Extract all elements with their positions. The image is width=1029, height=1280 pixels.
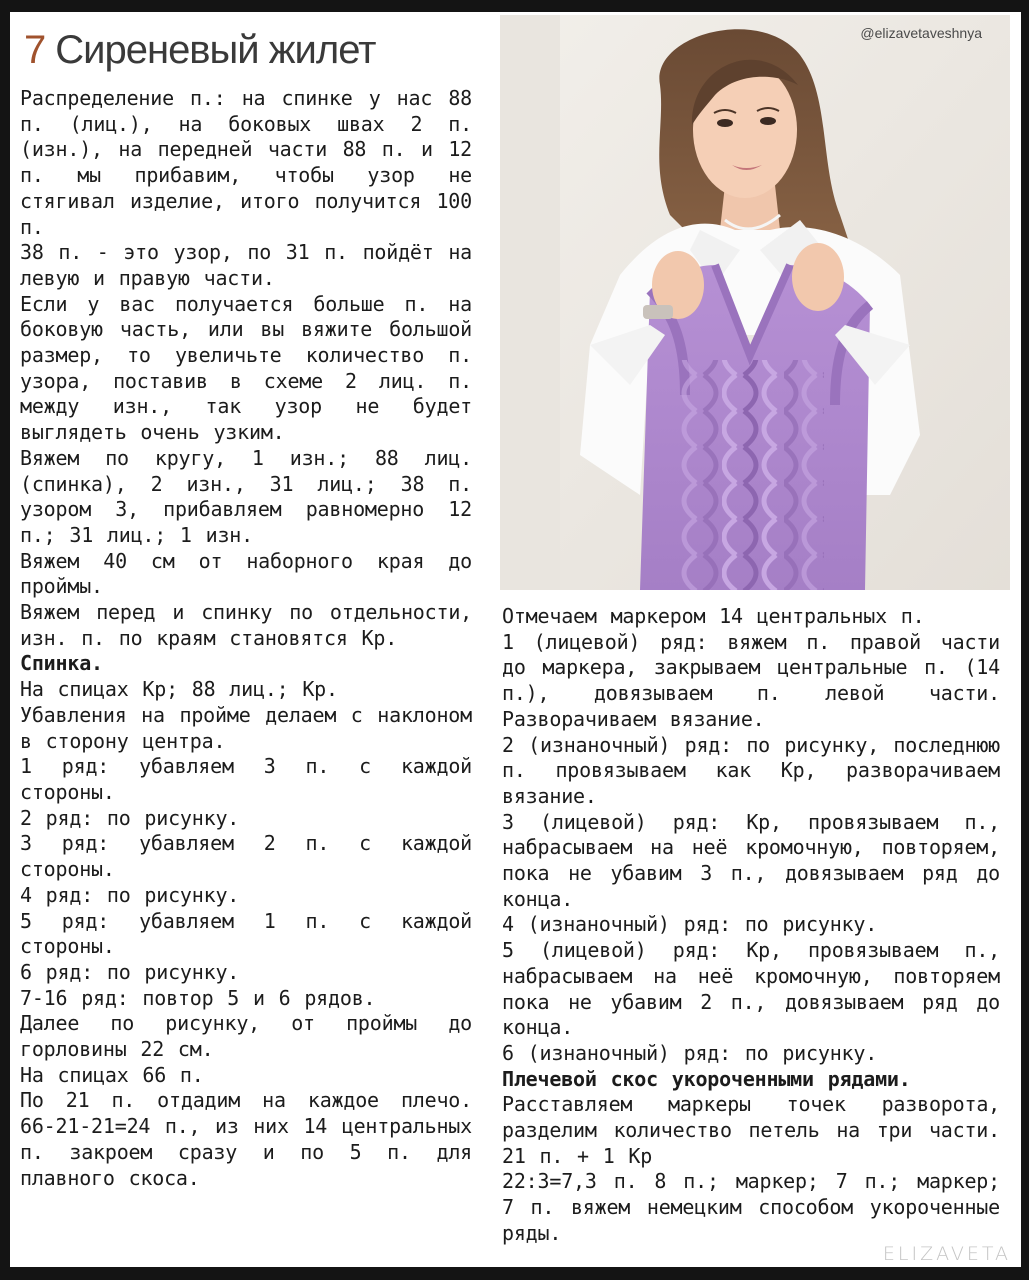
instruction-paragraph: 6 ряд: по рисунку. bbox=[20, 959, 240, 984]
instruction-paragraph-heading: Плечевой скос укороченными рядами. bbox=[502, 1066, 911, 1091]
pattern-number: 7 bbox=[24, 28, 46, 72]
pattern-title: Сиреневый жилет bbox=[55, 28, 376, 72]
instruction-paragraph: На спицах Кр; 88 лиц.; Кр. bbox=[20, 677, 338, 702]
instruction-paragraph: Расставляем маркеры точек разворота, разделим количество петель на три части. 21 п. + 1 Кр bbox=[502, 1092, 1000, 1168]
woman-in-lilac-vest-illustration bbox=[500, 15, 1010, 590]
instruction-paragraph: Вяжем 40 см от наборного края до проймы. bbox=[20, 548, 472, 599]
instruction-paragraph: Отмечаем маркером 14 центральных п. bbox=[502, 604, 925, 628]
instruction-paragraph: Убавления на пройме делаем с наклоном в сторону центра. bbox=[20, 702, 472, 753]
instruction-paragraph: На спицах 66 п. bbox=[20, 1062, 204, 1087]
instruction-paragraph: 3 ряд: убавляем 2 п. с каждой стороны. bbox=[20, 831, 472, 882]
left-text-column bbox=[20, 86, 472, 1191]
right-text-column bbox=[502, 604, 1000, 1247]
instruction-paragraph: 22:3=7,3 п. 8 п.; маркер; 7 п.; маркер; 7 п. вяжем немецким способом укороченные ряды. bbox=[502, 1169, 1000, 1245]
instruction-paragraph: 2 ряд: по рисунку. bbox=[20, 805, 240, 830]
model-photo bbox=[500, 15, 1010, 590]
instruction-paragraph: 1 (лицевой) ряд: вяжем п. правой части до маркера, закрываем центральные п. (14 п.), довязываем п. левой части. Разворачиваем вязание. bbox=[502, 629, 1000, 731]
instruction-paragraph: 5 ряд: убавляем 1 п. с каждой стороны. bbox=[20, 908, 472, 959]
page-title bbox=[24, 26, 375, 74]
instruction-paragraph: По 21 п. отдадим на каждое плечо. 66-21-21=24 п., из них 14 центральных п. закроем сразу и по 5 п. для плавного скоса. bbox=[20, 1088, 472, 1190]
instruction-paragraph: 4 (изнаночный) ряд: по рисунку. bbox=[502, 912, 878, 937]
instruction-paragraph: 1 ряд: убавляем 3 п. с каждой стороны. bbox=[20, 754, 472, 804]
instruction-paragraph: Распределение п.: на спинке у нас 88 п. (лиц.), на боковых швах 2 п. (изн.), на передней части 88 п. и 12 п. мы прибавим, чтобы узор не стягивал изделие, итого получится 100 п. bbox=[20, 86, 472, 239]
instruction-paragraph: 38 п. - это узор, по 31 п. пойдёт на левую и правую части. bbox=[20, 240, 472, 290]
instruction-paragraph: 6 (изнаночный) ряд: по рисунку. bbox=[502, 1040, 878, 1065]
instruction-paragraph: 5 (лицевой) ряд: Кр, провязываем п., набрасываем на неё кромочную, повторяем пока не убавим 2 п., довязываем ряд до конца. bbox=[502, 938, 1000, 1040]
instruction-paragraph: Вяжем по кругу, 1 изн.; 88 лиц. (спинка), 2 изн., 31 лиц.; 38 п. узором 3, прибавляем равномерно 12 п.; 31 лиц.; 1 изн. bbox=[20, 445, 472, 547]
instruction-paragraph: 3 (лицевой) ряд: Кр, провязываем п., набрасываем на неё кромочную, повторяем, пока не убавим 3 п., довязываем ряд до конца. bbox=[502, 809, 1000, 911]
instruction-paragraph: Далее по рисунку, от проймы до горловины 22 см. bbox=[20, 1011, 472, 1062]
pattern-page bbox=[10, 12, 1021, 1267]
instruction-paragraph: Если у вас получается больше п. на боковую часть, или вы вяжите большой размер, то увеличьте количество п. узора, поставив в схеме 2 лиц. п. между изн., так узор не будет выглядеть очень узким. bbox=[20, 291, 472, 445]
instruction-paragraph: 2 (изнаночный) ряд: по рисунку, последнюю п. провязываем как Кр, разворачиваем вязание. bbox=[502, 732, 1000, 808]
signature-watermark: ELIZAVETA bbox=[882, 1243, 1011, 1265]
instruction-paragraph: Вяжем перед и спинку по отдельности, изн. п. по краям становятся Кр. bbox=[20, 600, 472, 650]
instruction-paragraph: 4 ряд: по рисунку. bbox=[20, 882, 240, 907]
photo-watermark: @elizavetaveshnya bbox=[860, 25, 982, 41]
instruction-paragraph: 7-16 ряд: повтор 5 и 6 рядов. bbox=[20, 985, 376, 1010]
instruction-paragraph-heading: Спинка. bbox=[20, 651, 103, 676]
